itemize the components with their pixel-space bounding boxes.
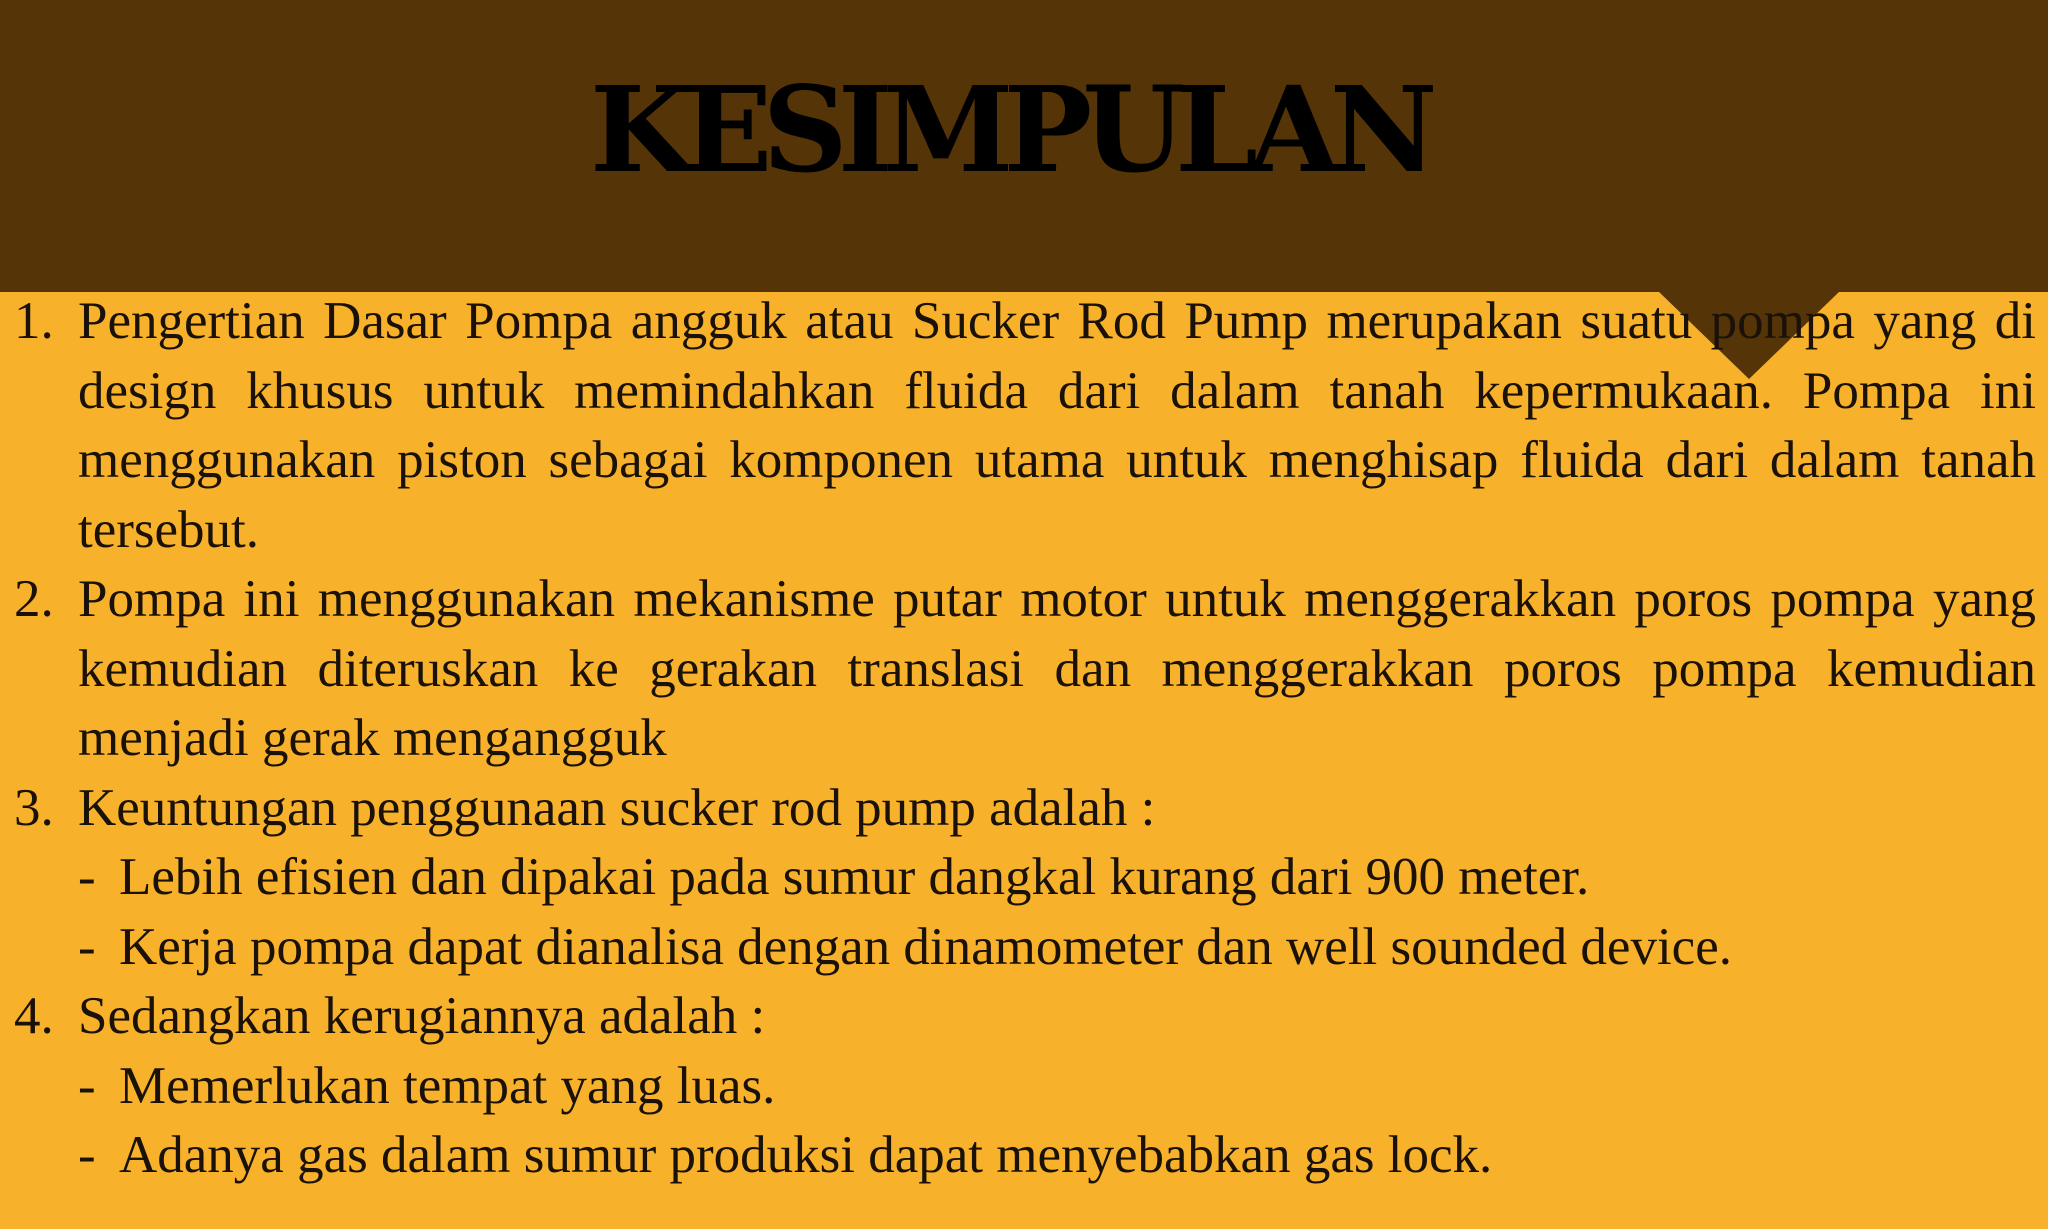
list-item-1 [0,287,2048,565]
title-banner [0,0,2048,292]
list-item-4 [0,982,2048,1052]
list-number: 1. [14,292,54,350]
dash-bullet: - [78,1126,96,1184]
list-item-3 [0,774,2048,844]
sub-item [0,1052,2048,1122]
list-item-2 [0,565,2048,774]
sub-item [0,1121,2048,1191]
slide-title: KESIMPULAN [590,60,1428,199]
list-number: 4. [14,987,54,1045]
dash-bullet: - [78,848,96,906]
sub-item [0,913,1749,983]
list-number: 2. [14,570,54,628]
dash-bullet: - [78,917,96,976]
dash-bullet: - [78,1056,96,1115]
sub-item-text: Memerlukan tempat yang luas. [119,1056,776,1115]
list-item-text: Pengertian Dasar Pompa angguk atau Sucker Rod Pump merupakan suatu pompa yang di design khusus untuk memindahkan fluida dari dalam tanah kepermukaan. Pompa ini menggunakan piston sebagai komponen utama untuk menghisap fluida dari dalam tanah tersebut. [78,292,2036,559]
sub-item-text: Adanya gas dalam sumur produksi dapat menyebabkan gas lock. [119,1126,1493,1184]
sub-item [0,843,2048,913]
sub-item-text: Kerja pompa dapat dianalisa dengan dinamometer dan well sounded device. [119,917,1732,976]
list-item-text: Keuntungan penggunaan sucker rod pump adalah : [78,778,1156,837]
sub-item-text: Lebih efisien dan dipakai pada sumur dangkal kurang dari 900 meter. [119,848,1590,906]
list-item-text: Sedangkan kerugiannya adalah : [78,987,766,1045]
list-number: 3. [14,778,54,837]
slide-content [0,287,2048,1229]
list-item-text: Pompa ini menggunakan mekanisme putar motor untuk menggerakkan poros pompa yang kemudian diteruskan ke gerakan translasi dan menggerakkan poros pompa kemudian menjadi gerak mengangguk [78,570,2036,767]
